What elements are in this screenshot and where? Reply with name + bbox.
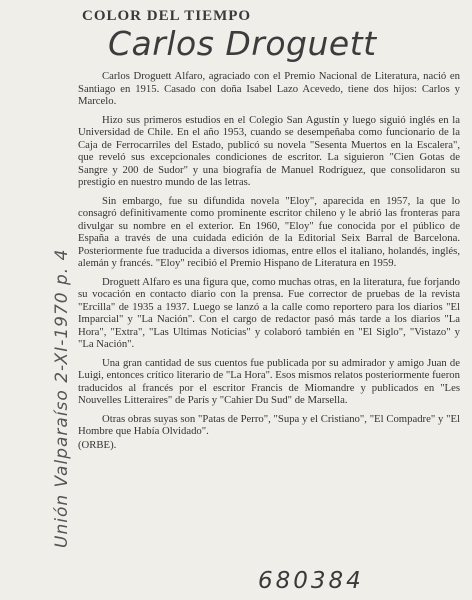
article-paragraph: Otras obras suyas son "Patas de Perro", "Supa y el Cristiano", "El Compadre" y "El Hombre que Había Olvidado". — [78, 412, 460, 437]
article-paragraph: Carlos Droguett Alfaro, agraciado con el Premio Nacional de Literatura, nació en Santiago en 1915. Casado con doña Isabel Lazo Acevedo, tiene dos hijos: Carlos y Marcelo. — [78, 70, 460, 107]
agency-credit: (ORBE). — [78, 438, 117, 451]
article-paragraph: Hizo sus primeros estudios en el Colegio San Agustín y luego siguió inglés en la Universidad de Chile. En el año 1953, cuando se desempeñaba como funcionario de la Caja de Ferrocarriles del Estado, publicó su novela "Sesenta Muertos en la Escalera", que reveló sus excepcionales condiciones de escritor. La siguieron "Cien Gotas de Sangre y 200 de Sudor" y una biografía de Manuel Rodríguez, que consolidaron su prestigio en nuestro mundo de las letras. — [78, 113, 460, 188]
article-title: Carlos Droguett — [108, 24, 377, 63]
article-paragraph: Una gran cantidad de sus cuentos fue publicada por su admirador y amigo Juan de Luigi, entonces crítico literario de "La Hora". Esos mismos relatos posteriormente fueron traducidos al francés por el escritor Francis de Miomandre y publicados en "Les Nouvelles Litteraires" de París y "Cahier Du Sud" de Marsella. — [78, 356, 460, 406]
catalog-number: 680384 — [258, 568, 364, 594]
article-body — [78, 70, 460, 451]
article-paragraph: Sin embargo, fue su difundida novela "Eloy", aparecida en 1957, la que lo consagró definitivamente como prominente escritor chileno y le abrió las fronteras para divulgar su nombre en el exterior. En 1960, "Eloy" fue conocida por el público de España a través de una cuidada edición de la Editorial Seix Barral de Barcelona. Posteriormente fue traducida a diversos idiomas, entre ellos el italiano, holandés, inglés, alemán y francés. "Eloy" recibió el Premio Hispano de Literatura en 1959. — [78, 194, 460, 269]
article-paragraph: Droguett Alfaro es una figura que, como muchas otras, en la literatura, fue forjando su vocación en contacto diario con la prensa. Fue corrector de pruebas de la revista "Ercilla" de 1935 a 1937. Luego se lanzó a la calle como reportero para los diarios "El Imparcial" y "La Nación". Con el cargo de redactor pasó más tarde a los diarios "La Hora", "Extra", "Las Ultimas Noticias" y colaboró también en "El Siglo", "Vistazo" y "La Nación". — [78, 275, 460, 350]
section-kicker: COLOR DEL TIEMPO — [82, 8, 252, 24]
handwritten-source-note: Unión Valparaíso 2-XI-1970 p. 4 — [52, 248, 72, 548]
